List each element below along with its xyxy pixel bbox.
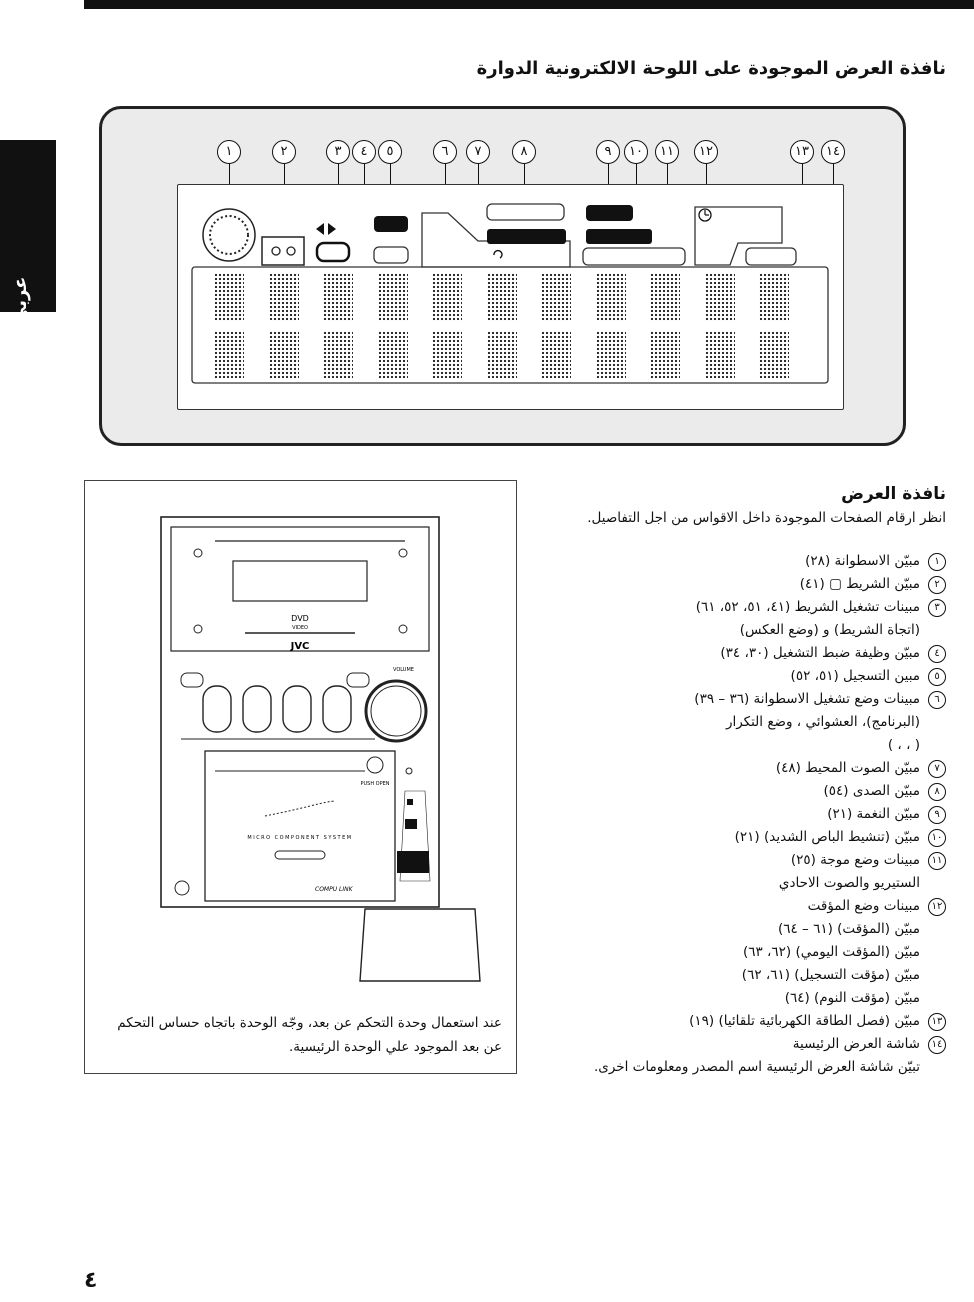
item-label: مبيّن النغمة (٢١) (827, 806, 920, 822)
repeat-icon (494, 251, 502, 258)
dot-matrix-char (269, 273, 299, 321)
dot-matrix-char (650, 331, 680, 379)
indicator-item (516, 596, 946, 642)
tone-indicator (586, 205, 633, 221)
item-label: مبيّن الصدى (٥٤) (823, 783, 920, 799)
indicator-item (516, 826, 946, 849)
item-label: مبين التسجيل (٥١، ٥٢) (790, 668, 920, 684)
callout-7: ٧ (466, 140, 490, 164)
item-number: ٩ (928, 806, 946, 824)
indicator-item (516, 849, 946, 895)
indicator-list (516, 550, 946, 1079)
item-number: ١٢ (928, 898, 946, 916)
bass-boost-indicator (586, 229, 652, 244)
item-detail: (البرنامج)، العشوائي ، وضع التكرار (725, 714, 920, 730)
dot-matrix-char (487, 273, 517, 321)
disc-ring (210, 216, 248, 254)
indicator-item (516, 1033, 946, 1079)
item-label: شاشة العرض الرئيسية (792, 1036, 920, 1052)
dot-matrix-char (759, 331, 789, 379)
indicator-item (516, 550, 946, 573)
tape-indicator (262, 237, 304, 265)
item-number: ١٠ (928, 829, 946, 847)
item-label: مبيّن (تنشيط الباص الشديد) (٢١) (734, 829, 920, 845)
dot-matrix-char (541, 331, 571, 379)
item-number: ١٤ (928, 1036, 946, 1054)
indicator-item (516, 642, 946, 665)
lcd-window (177, 184, 844, 410)
section-intro: انظر ارقام الصفحات الموجودة داخل الاقواس من اجل التفاصيل. (587, 510, 946, 526)
dot-matrix-char (650, 273, 680, 321)
indicator-item (516, 665, 946, 688)
item-number: ١١ (928, 852, 946, 870)
item-number: ٥ (928, 668, 946, 686)
tape-forward-arrow (328, 223, 336, 235)
dot-matrix-char (378, 331, 408, 379)
record-indicator (374, 216, 408, 232)
callout-9: ٩ (596, 140, 620, 164)
item-detail: تبيّن شاشة العرض الرئيسية اسم المصدر ومعلومات اخرى. (593, 1059, 920, 1075)
dvd-logo: DVD (291, 614, 309, 623)
timer-mode-box (695, 207, 782, 265)
dot-matrix-char (269, 331, 299, 379)
callout-10: ١٠ (624, 140, 648, 164)
callout-4: ٤ (352, 140, 376, 164)
dot-matrix-char (596, 273, 626, 321)
auto-standby-indicator (746, 248, 796, 265)
dot-matrix-char (214, 273, 244, 321)
item-label: مبينات تشغيل الشريط (٤١، ٥١، ٥٢، ٦١) (695, 599, 920, 615)
indicator-item (516, 780, 946, 803)
dot-matrix-char (759, 273, 789, 321)
dot-matrix-char (323, 331, 353, 379)
indicator-item (516, 573, 946, 596)
device-illustration (85, 481, 516, 1001)
item-label: مبيّن الاسطوانة (٢٨) (805, 553, 920, 569)
page-number: ٤ (84, 1268, 98, 1293)
dot-matrix-char (596, 331, 626, 379)
reverse-mode-indicator (317, 243, 349, 261)
item-detail: (اتجاة الشريط) و (وضع العكس) (739, 622, 920, 638)
callout-13: ١٣ (790, 140, 814, 164)
callout-6: ٦ (433, 140, 457, 164)
dvd-sub-logo: VIDEO (292, 625, 308, 631)
item-number: ١ (928, 553, 946, 571)
play-adjust-indicator (374, 247, 408, 263)
indicator-item (516, 895, 946, 1010)
callout-11: ١١ (655, 140, 679, 164)
callout-2: ٢ (272, 140, 296, 164)
item-label: مبينات وضع المؤقت (807, 898, 920, 914)
panel-title: نافذة العرض الموجودة على اللوحة الالكترونية الدوارة (476, 58, 946, 79)
dot-matrix-char (323, 273, 353, 321)
device-illustration-box (84, 480, 517, 1074)
callout-14: ١٤ (821, 140, 845, 164)
item-detail: مبيّن (مؤقت التسجيل) (٦١، ٦٢) (741, 967, 920, 983)
push-open-label: PUSH OPEN (360, 781, 390, 787)
dot-matrix-char (432, 331, 462, 379)
item-label: مبينات وضع تشغيل الاسطوانة (٣٦ – ٣٩) (694, 691, 920, 707)
indicator-item (516, 1010, 946, 1033)
language-tab (0, 140, 56, 325)
fm-mode-indicator (583, 248, 685, 265)
item-number: ٨ (928, 783, 946, 801)
item-label: مبيّن الشريط ▢ (٤١) (799, 576, 920, 592)
item-number: ٧ (928, 760, 946, 778)
item-detail: ( ، ، ) (887, 737, 920, 753)
dot-matrix-char (705, 273, 735, 321)
remote-control (360, 909, 480, 981)
top-rule (84, 0, 974, 9)
tape-reverse-arrow (316, 223, 324, 235)
callout-12: ١٢ (694, 140, 718, 164)
compu-link-label: COMPU LINK (315, 886, 353, 893)
dot-matrix-char (432, 273, 462, 321)
echo-indicator (487, 204, 564, 220)
dot-matrix-char (705, 331, 735, 379)
brand-logo: JVC (290, 641, 310, 652)
surround-indicator (487, 229, 566, 244)
item-number: ٦ (928, 691, 946, 709)
remote-caption: عند استعمال وحدة التحكم عن بعد، وجّه الوحدة باتجاه حساس التحكم عن بعد الموجود علي الوحدة الرئيسية. (117, 1015, 502, 1055)
item-label: مبينات وضع موجة (٢٥) (790, 852, 920, 868)
item-detail: الستيريو والصوت الاحادي (778, 875, 920, 891)
callout-1: ١ (217, 140, 241, 164)
cassette-door[interactable] (205, 751, 395, 901)
item-number: ٤ (928, 645, 946, 663)
dot-matrix-char (214, 331, 244, 379)
item-label: مبيّن (فصل الطاقة الكهربائية تلقائيا) (١٩) (689, 1013, 920, 1029)
item-label: مبيّن الصوت المحيط (٤٨) (775, 760, 920, 776)
callout-5: ٥ (378, 140, 402, 164)
indicator-item (516, 803, 946, 826)
callout-8: ٨ (512, 140, 536, 164)
item-detail: مبيّن (المؤقت اليومي) (٦٢، ٦٣) (742, 944, 920, 960)
volume-label: VOLUME (393, 667, 414, 673)
language-tab-label: عربي (10, 276, 31, 325)
item-number: ٢ (928, 576, 946, 594)
item-label: مبيّن وظيفة ضبط التشغيل (٣٠، ٣٤) (720, 645, 920, 661)
item-number: ١٣ (928, 1013, 946, 1031)
callout-3: ٣ (326, 140, 350, 164)
item-detail: مبيّن (المؤقت) (٦١ – ٦٤) (777, 921, 920, 937)
indicator-item (516, 688, 946, 757)
dot-matrix-char (541, 273, 571, 321)
dot-matrix-char (487, 331, 517, 379)
item-number: ٣ (928, 599, 946, 617)
indicator-item (516, 757, 946, 780)
system-label: MICRO COMPONENT SYSTEM (247, 835, 353, 841)
dot-matrix-char (378, 273, 408, 321)
item-detail: مبيّن (مؤقت النوم) (٦٤) (784, 990, 920, 1006)
section-title: نافذة العرض (841, 484, 946, 504)
